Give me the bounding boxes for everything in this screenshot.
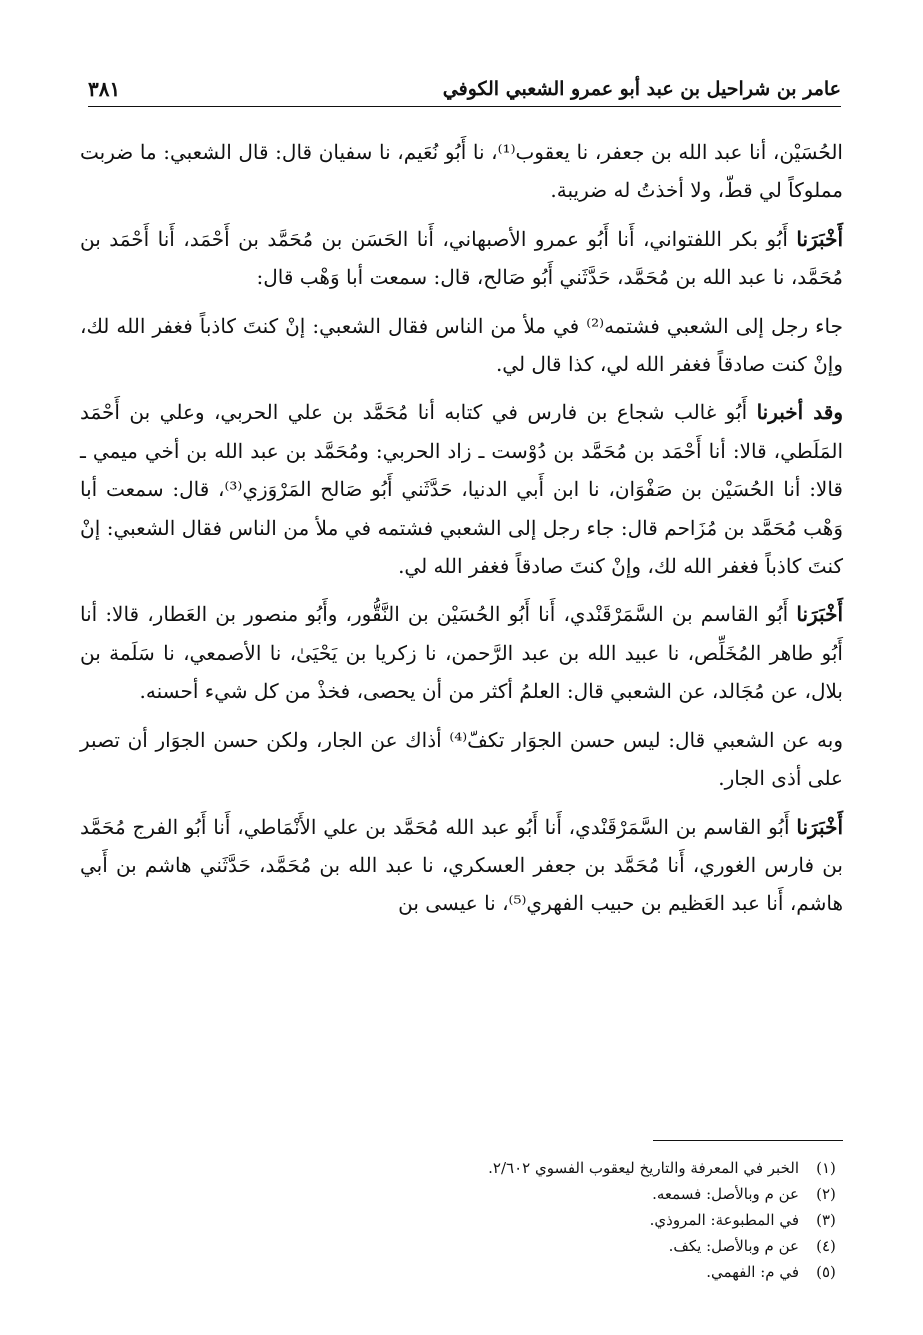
paragraph-text: أَبُو غالب شجاع بن فارس في كتابه أنا مُحَمَّد بن علي الحربي، وعلي بن أَحْمَد المَلَطي، قالا: أنا أَحْمَد بن مُحَمَّد بن دُوْست ـ زاد الحربي: ومُحَمَّد بن عبد الله بن أخي ميمي ـ قالا: أنا الحُسَيْن بن صَفْوَان، نا ابن أَبي الدنيا، حَدَّثَني أَبُو صَالح المَرْوَزي⁽³⁾، قال: سمعت أبا وَهْب مُحَمَّد بن مُزَاحم قال: جاء رجل إلى الشعبي فشتمه في ملأ من الناس فقال الشعبي: إنْ كنتَ كاذباً فغفر الله لك، وإنْ كنتَ صادقاً فغفر الله لي. <box>80 400 843 579</box>
footnotes <box>80 1155 843 1285</box>
running-header <box>88 72 841 107</box>
footnote-text: في م: الفهمي. <box>706 1263 799 1281</box>
footnote <box>80 1155 843 1181</box>
paragraph-text: جاء رجل إلى الشعبي فشتمه⁽²⁾ في ملأ من الناس فقال الشعبي: إنْ كنتَ كاذباً فغفر الله لك، وإنْ كنت صادقاً فغفر الله لي، كذا قال لي. <box>80 313 843 377</box>
paragraph <box>80 220 843 297</box>
paragraph <box>80 808 843 923</box>
paragraph-text: أَبُو بكر اللفتواني، أَنا أَبُو عمرو الأصبهاني، أَنا الحَسَن بن مُحَمَّد بن أَحْمَد، أَنا أَحْمَد بن مُحَمَّد، نا عبد الله بن مُحَمَّد، حَدَّثَني أَبُو صَالح، قال: سمعت أبا وَهْب قال: <box>80 226 843 290</box>
paragraph <box>80 595 843 710</box>
footnote <box>80 1233 843 1259</box>
paragraph <box>80 133 843 210</box>
footnote-number: (١) <box>816 1159 836 1177</box>
paragraph-text: وبه عن الشعبي قال: ليس حسن الجوَار تكفّ⁽⁴⁾ أذاك عن الجار، ولكن حسن الجوَار أن تصبر على أذى الجار. <box>80 727 843 791</box>
page-number: ٣٨١ <box>88 77 121 101</box>
footnote-separator <box>653 1140 843 1141</box>
footnote <box>80 1207 843 1233</box>
paragraph-lead: أَخْبَرَنا <box>796 226 843 251</box>
footnote-number: (٣) <box>816 1211 836 1229</box>
body-text <box>80 133 843 933</box>
footnote-number: (٤) <box>816 1237 836 1255</box>
footnote-number: (٢) <box>816 1185 836 1203</box>
footnote-text: الخبر في المعرفة والتاريخ ليعقوب الفسوي ٢/٦٠٢. <box>488 1159 799 1177</box>
paragraph <box>80 307 843 384</box>
footnote-text: عن م وبالأصل: يكف. <box>668 1237 799 1255</box>
paragraph-text: أَبُو القاسم بن السَّمَرْقَنْدي، أَنا أَبُو الحُسَيْن بن النَّقُّور، وأَبُو منصور بن العَطار، قالا: أنا أَبُو طاهر المُخَلِّص، نا عبيد الله بن عبد الرَّحمن، نا زكريا بن يَحْيَىٰ، نا الأصمعي، نا سَلَمة بن بلال، عن مُجَالد، عن الشعبي قال: العلمُ أكثر من أن يحصى، فخذْ من كل شيء أحسنه. <box>80 602 843 704</box>
paragraph-text: أَبُو القاسم بن السَّمَرْقَنْدي، أَنا أَبُو عبد الله مُحَمَّد بن علي الأَنْمَاطي، أَنا أَبُو الفرج مُحَمَّد بن فارس الغوري، أَنا مُحَمَّد بن جعفر العسكري، نا عبد الله بن مُحَمَّد، حَدَّثَني هاشم بن أَبي هاشم، أَنا عبد العَظيم بن حبيب الفهري⁽⁵⁾، نا عيسى بن <box>80 814 843 916</box>
paragraph-lead: أَخْبَرَنا <box>796 814 843 839</box>
footnote <box>80 1181 843 1207</box>
footnote-number: (٥) <box>816 1263 836 1281</box>
paragraph <box>80 721 843 798</box>
paragraph <box>80 393 843 585</box>
footnote-text: عن م وبالأصل: فسمعه. <box>652 1185 799 1203</box>
header-title: عامر بن شراحيل بن عبد أبو عمرو الشعبي الكوفي <box>442 78 841 100</box>
paragraph-lead: وقد أخبرنا <box>756 400 843 425</box>
paragraph-text: الحُسَيْن، أنا عبد الله بن جعفر، نا يعقوب⁽¹⁾، نا أَبُو نُعَيم، نا سفيان قال: قال الشعبي: ما ضربت مملوكاً لي قطّ، ولا أخذتُ له ضريبة. <box>80 140 843 203</box>
paragraph-lead: أَخْبَرَنا <box>796 602 843 627</box>
footnote <box>80 1259 843 1285</box>
footnote-text: في المطبوعة: المروذي. <box>649 1211 799 1229</box>
